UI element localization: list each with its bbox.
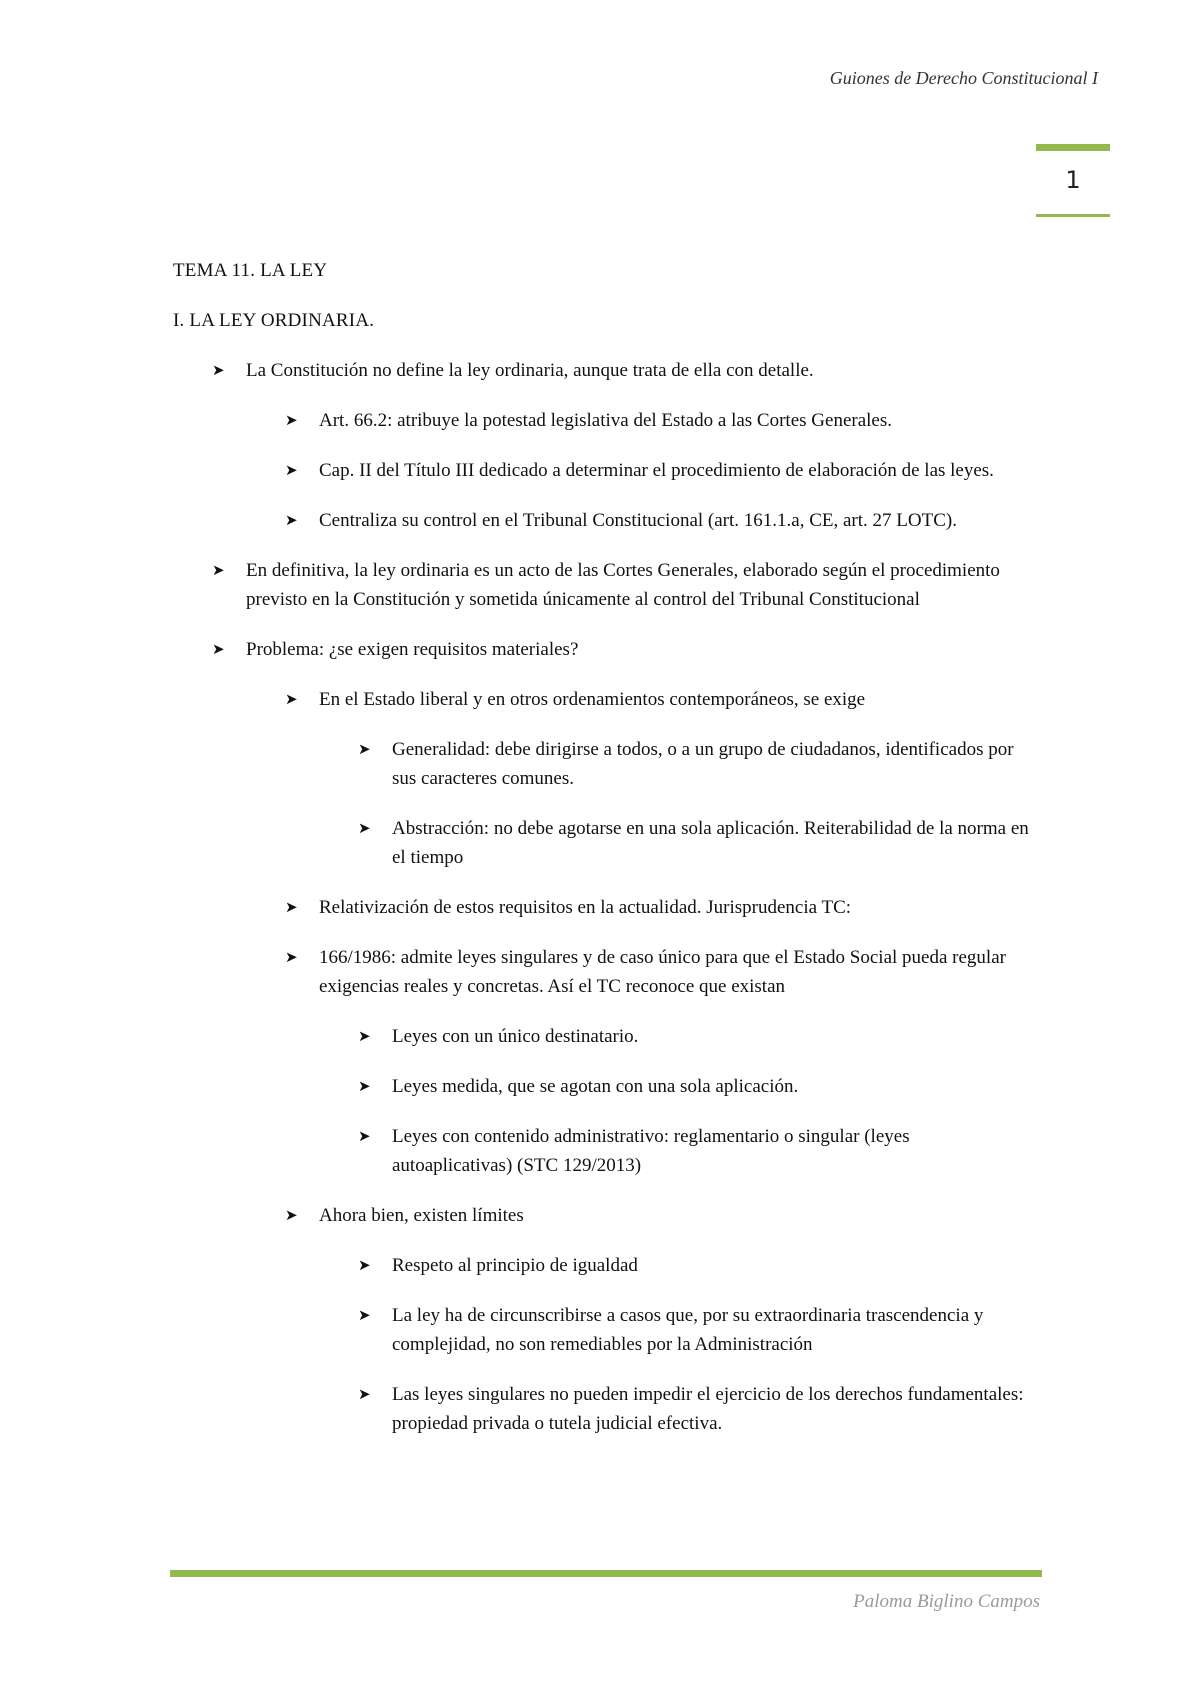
list-item	[285, 685, 1033, 714]
arrow-bullet-icon: ➤	[358, 1256, 371, 1274]
arrow-bullet-icon: ➤	[358, 1385, 371, 1403]
arrow-bullet-icon: ➤	[358, 1027, 371, 1045]
list-item	[358, 1072, 1033, 1101]
list-item	[358, 1022, 1033, 1051]
list-item-text: Cap. II del Título III dedicado a determinar el procedimiento de elaboración de las leyes.	[319, 460, 994, 481]
arrow-bullet-icon: ➤	[358, 1077, 371, 1095]
list-item-text: La Constitución no define la ley ordinaria, aunque trata de ella con detalle.	[246, 360, 814, 381]
arrow-bullet-icon: ➤	[212, 561, 225, 579]
arrow-bullet-icon: ➤	[358, 1127, 371, 1145]
list-item-text: Leyes con un único destinatario.	[392, 1026, 639, 1047]
list-item-text: En definitiva, la ley ordinaria es un acto de las Cortes Generales, elaborado según el procedimiento previsto en la Constitución y sometida únicamente al control del Tribunal Constitucional	[246, 560, 1000, 610]
list-item-text: Problema: ¿se exigen requisitos materiales?	[246, 639, 579, 660]
section-title: I. LA LEY ORDINARIA.	[173, 310, 375, 331]
document-body	[173, 256, 1033, 1459]
list-item-text: Relativización de estos requisitos en la actualidad. Jurisprudencia TC:	[319, 897, 852, 918]
list-item	[358, 1122, 1033, 1180]
list-item-text: Leyes medida, que se agotan con una sola aplicación.	[392, 1076, 799, 1097]
arrow-bullet-icon: ➤	[285, 1206, 298, 1224]
arrow-bullet-icon: ➤	[212, 361, 225, 379]
list-item	[285, 1201, 1033, 1230]
list-item	[358, 814, 1033, 872]
list-item-text: Centraliza su control en el Tribunal Constitucional (art. 161.1.a, CE, art. 27 LOTC).	[319, 510, 957, 531]
list-item-text: 166/1986: admite leyes singulares y de caso único para que el Estado Social pueda regular exigencias reales y concretas. Así el TC reconoce que existan	[319, 947, 1006, 997]
topic-title: TEMA 11. LA LEY	[173, 260, 328, 281]
footer-rule	[170, 1570, 1042, 1577]
page-number-top-rule	[1036, 144, 1110, 151]
list-item	[212, 635, 1033, 664]
list-item-text: En el Estado liberal y en otros ordenamientos contemporáneos, se exige	[319, 689, 866, 710]
list-item	[285, 943, 1033, 1001]
list-item	[358, 735, 1033, 793]
list-item	[285, 893, 1033, 922]
list-item	[358, 1301, 1033, 1359]
list-item	[212, 556, 1033, 614]
list-item-text: Respeto al principio de igualdad	[392, 1255, 638, 1276]
footer-author: Paloma Biglino Campos	[853, 1591, 1040, 1612]
arrow-bullet-icon: ➤	[285, 690, 298, 708]
arrow-bullet-icon: ➤	[285, 461, 298, 479]
arrow-bullet-icon: ➤	[285, 411, 298, 429]
list-item	[285, 506, 1033, 535]
arrow-bullet-icon: ➤	[285, 898, 298, 916]
list-item	[358, 1380, 1033, 1438]
list-item-text: Ahora bien, existen límites	[319, 1205, 524, 1226]
page-number-bottom-rule	[1036, 214, 1110, 217]
arrow-bullet-icon: ➤	[285, 948, 298, 966]
page-number: 1	[1065, 166, 1081, 194]
running-header-title: Guiones de Derecho Constitucional I	[829, 68, 1098, 88]
arrow-bullet-icon: ➤	[285, 511, 298, 529]
arrow-bullet-icon: ➤	[358, 1306, 371, 1324]
arrow-bullet-icon: ➤	[358, 819, 371, 837]
list-item-text: Leyes con contenido administrativo: reglamentario o singular (leyes autoaplicativas) (STC 129/2013)	[392, 1126, 910, 1176]
bullet-list	[173, 356, 1033, 1438]
list-item-text: Abstracción: no debe agotarse en una sola aplicación. Reiterabilidad de la norma en el tiempo	[392, 818, 1029, 868]
list-item-text: Las leyes singulares no pueden impedir el ejercicio de los derechos fundamentales: propiedad privada o tutela judicial efectiva.	[392, 1384, 1024, 1434]
list-item	[212, 356, 1033, 385]
list-item	[358, 1251, 1033, 1280]
list-item-text: La ley ha de circunscribirse a casos que, por su extraordinaria trascendencia y complejidad, no son remediables por la Administración	[392, 1305, 984, 1355]
arrow-bullet-icon: ➤	[212, 640, 225, 658]
list-item	[285, 456, 1033, 485]
arrow-bullet-icon: ➤	[358, 740, 371, 758]
list-item-text: Generalidad: debe dirigirse a todos, o a un grupo de ciudadanos, identificados por sus caracteres comunes.	[392, 739, 1014, 789]
list-item	[285, 406, 1033, 435]
list-item-text: Art. 66.2: atribuye la potestad legislativa del Estado a las Cortes Generales.	[319, 410, 892, 431]
